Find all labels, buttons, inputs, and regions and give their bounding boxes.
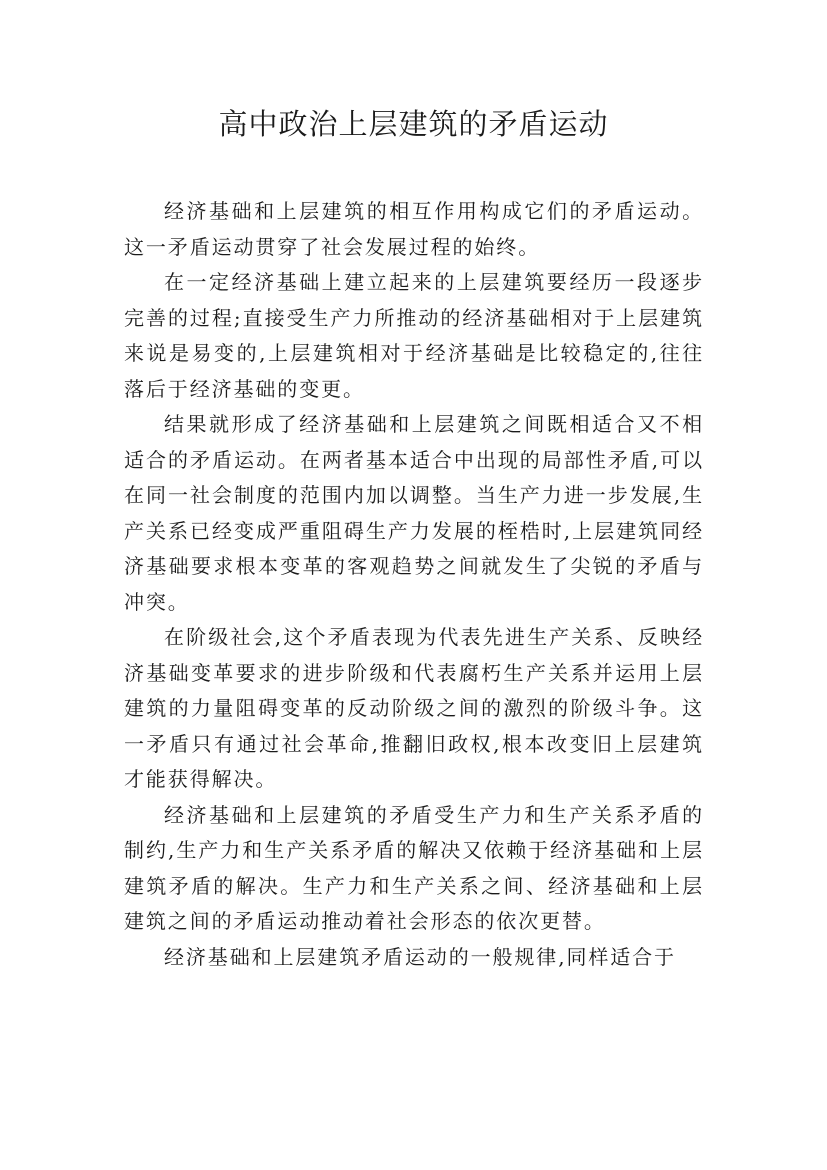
paragraph-4: 在阶级社会,这个矛盾表现为代表先进生产关系、反映经济基础变革要求的进步阶级和代表腐朽生产关系并运用上层建筑的力量阻碍变革的反动阶级之间的激烈的阶级斗争。这一矛盾只有通过社会革命,推翻旧政权,根本改变旧上层建筑才能获得解决。 [124,625,704,791]
paragraph-5: 经济基础和上层建筑的矛盾受生产力和生产关系矛盾的制约,生产力和生产关系矛盾的解决又依赖于经济基础和上层建筑矛盾的解决。生产力和生产关系之间、经济基础和上层建筑之间的矛盾运动推动着社会形态的依次更替。 [124,802,704,933]
document-title: 高中政治上层建筑的矛盾运动 [218,107,609,141]
paragraph-2: 在一定经济基础上建立起来的上层建筑要经历一段逐步完善的过程;直接受生产力所推动的经济基础相对于上层建筑来说是易变的,上层建筑相对于经济基础是比较稳定的,往往落后于经济基础的变更。 [124,270,704,401]
paragraph-1: 经济基础和上层建筑的相互作用构成它们的矛盾运动。这一矛盾运动贯穿了社会发展过程的始终。 [124,199,704,259]
paragraph-3: 结果就形成了经济基础和上层建筑之间既相适合又不相适合的矛盾运动。在两者基本适合中出现的局部性矛盾,可以在同一社会制度的范围内加以调整。当生产力进一步发展,生产关系已经变成严重阻碍生产力发展的桎梏时,上层建筑同经济基础要求根本变革的客观趋势之间就发生了尖锐的矛盾与冲突。 [124,412,704,614]
paragraph-6: 经济基础和上层建筑矛盾运动的一般规律,同样适合于 [164,944,676,969]
document-body [124,194,704,975]
